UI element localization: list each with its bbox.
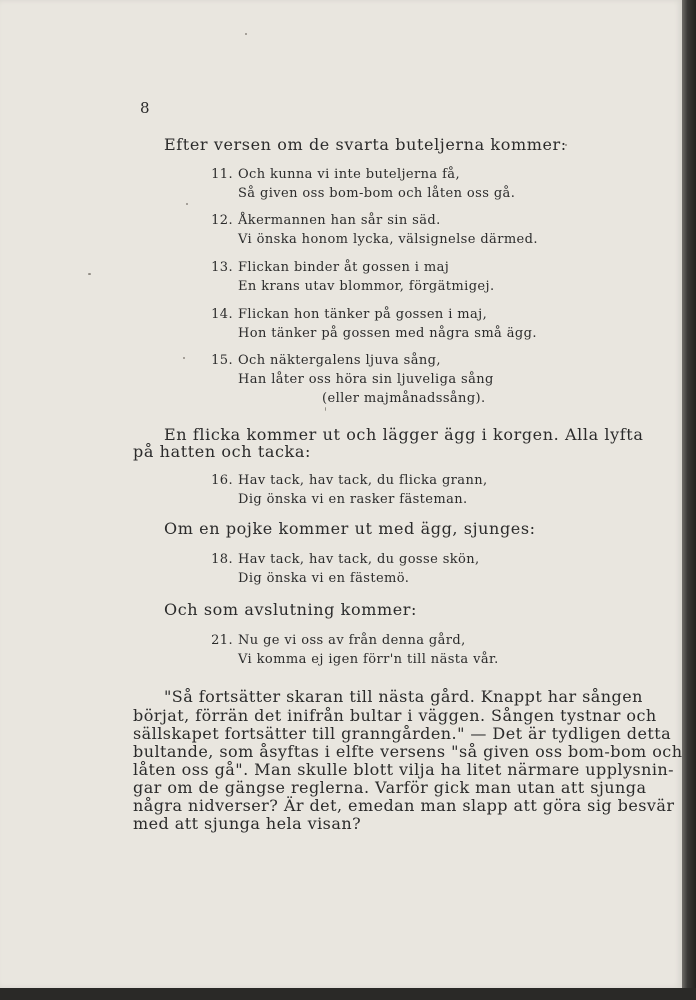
verse-number: 18. [211, 552, 233, 567]
verse-number: 21. [211, 633, 233, 648]
verse-number: 12. [211, 213, 233, 228]
paragraph-line: låten oss gå". Man skulle blott vilja ha litet närmare upplysnin- [133, 760, 675, 779]
verse-line: Flickan binder åt gossen i maj [238, 260, 450, 275]
book-spine-edge [682, 0, 696, 1000]
verse-number: 13. [211, 260, 233, 275]
verse-line: Och kunna vi inte buteljerna få, [238, 167, 460, 182]
intro-line-4: Och som avslutning kommer: [164, 600, 418, 619]
paragraph-line: bultande, som åsyftas i elfte versens "så given oss bom-bom och [133, 742, 683, 761]
intro-line-2a: En flicka kommer ut och lägger ägg i korgen. Alla lyfta [164, 425, 644, 444]
intro-line-2b: på hatten och tacka: [133, 442, 311, 461]
intro-line-3: Om en pojke kommer ut med ägg, sjunges: [164, 519, 536, 538]
paragraph-line: med att sjunga hela visan? [133, 814, 362, 833]
intro-line-1: Efter versen om de svarta buteljerna kommer: [164, 135, 567, 154]
verse-line: Dig önska vi en fästemö. [238, 571, 410, 586]
verse-line: Och näktergalens ljuva sång, [238, 353, 441, 368]
verse-line: Så given oss bom-bom och låten oss gå. [238, 186, 516, 201]
verse-number: 15. [211, 353, 233, 368]
verse-line: Nu ge vi oss av från denna gård, [238, 633, 466, 648]
verse-number: 14. [211, 307, 233, 322]
verse-line: En krans utav blommor, förgätmigej. [238, 279, 495, 294]
verse-line: Dig önska vi en rasker fästeman. [238, 492, 468, 507]
paragraph-line: börjat, förrän det inifrån bultar i väggen. Sången tystnar och [133, 706, 657, 725]
paragraph-line: gar om de gängse reglerna. Varför gick man utan att sjunga [133, 778, 647, 797]
paragraph-line: sällskapet fortsätter till granngården." — Det är tydligen detta [133, 724, 672, 743]
verse-number: 16. [211, 473, 233, 488]
scan-bottom-edge [0, 988, 696, 1000]
verse-line: Han låter oss höra sin ljuveliga sång [238, 372, 494, 387]
page-number: 8 [140, 99, 150, 117]
paragraph-line: några nidverser? Är det, emedan man slapp att göra sig besvär [133, 796, 675, 815]
verse-number: 11. [211, 167, 233, 182]
verse-line: Åkermannen han sår sin säd. [238, 213, 441, 228]
verse-line: Hav tack, hav tack, du flicka grann, [238, 473, 488, 488]
paragraph-line: "Så fortsätter skaran till nästa gård. Knappt har sången [164, 687, 643, 706]
verse-line: Vi komma ej igen förr'n till nästa vår. [238, 652, 499, 667]
verse-line: (eller majmånadssång). [322, 391, 486, 406]
verse-line: Vi önska honom lycka, välsignelse därmed. [238, 232, 538, 247]
verse-line: Hon tänker på gossen med några små ägg. [238, 326, 537, 341]
verse-line: Flickan hon tänker på gossen i maj, [238, 307, 488, 322]
verse-line: Hav tack, hav tack, du gosse skön, [238, 552, 480, 567]
